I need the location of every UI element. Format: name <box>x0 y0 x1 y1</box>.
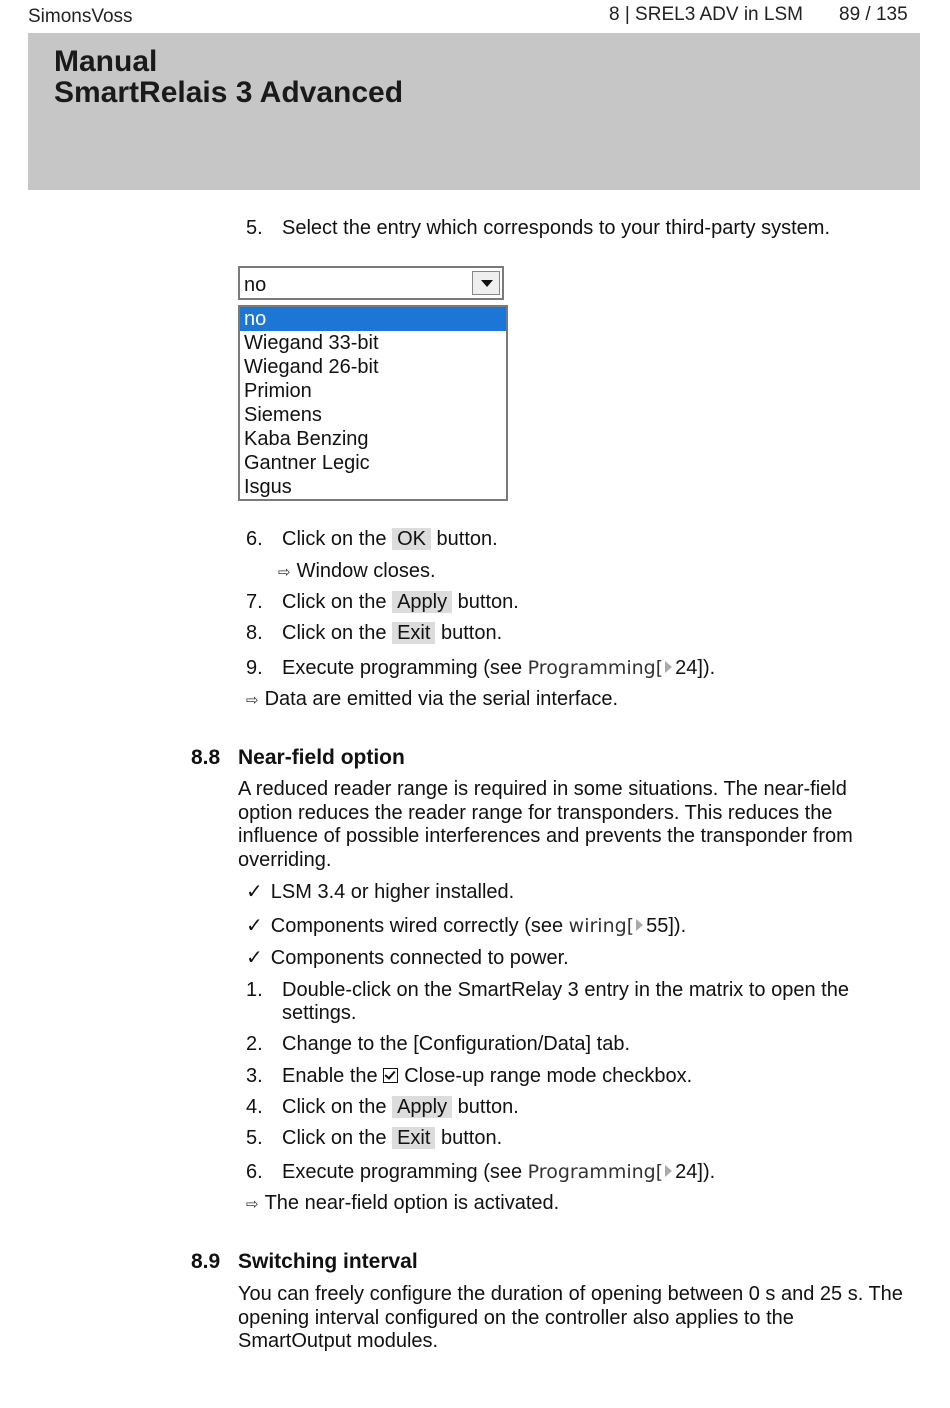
result-text: The near-field option is activated. <box>264 1192 560 1214</box>
result-text: Data are emitted via the serial interface. <box>264 688 619 710</box>
step-text <box>282 1126 502 1150</box>
step-text-part: button. <box>440 622 503 644</box>
prerequisite-text: ]). <box>668 915 687 937</box>
programming-link[interactable]: Programming <box>527 657 656 679</box>
step-text: Double-click on the SmartRelay 3 entry in the matrix to open the <box>282 979 849 1001</box>
dropdown-option[interactable]: Isgus <box>244 476 292 498</box>
page-ref-number[interactable]: 55 <box>646 915 669 937</box>
step-text-part: Click on the <box>282 591 387 613</box>
title-banner <box>28 33 920 190</box>
step-text-part: Execute programming (see <box>282 1161 523 1183</box>
step-number: 3. <box>246 1065 263 1087</box>
step-text-part: ]). <box>697 1161 716 1183</box>
paragraph-line: A reduced reader range is required in some situations. The near-field <box>238 778 847 800</box>
step-number: 6. <box>246 1161 263 1183</box>
procedure-result <box>246 1191 559 1217</box>
step-number: 4. <box>246 1096 263 1118</box>
paragraph-line: option reduces the reader range for transponders. This reduces the <box>238 801 833 824</box>
chevron-down-icon[interactable] <box>472 271 500 295</box>
section-number: 8.8 <box>191 746 221 769</box>
step-text-part: ]). <box>697 657 716 679</box>
step-text <box>282 621 502 645</box>
step-text-part: Close-up range mode checkbox. <box>404 1065 693 1087</box>
brand-name: SimonsVoss <box>28 6 133 27</box>
result-text: Window closes. <box>296 560 436 582</box>
paragraph-line: You can freely configure the duration of opening between 0 s and 25 s. The <box>238 1283 903 1305</box>
section-number: 8.9 <box>191 1250 221 1273</box>
page-ref-number[interactable]: 24 <box>675 1161 698 1183</box>
step-text: Select the entry which corresponds to your third-party system. <box>282 217 831 239</box>
step-text-part: Click on the <box>282 528 387 550</box>
banner-title-line2: SmartRelais 3 Advanced <box>54 76 404 109</box>
programming-link[interactable]: Programming <box>527 1161 656 1183</box>
dropdown-value: no <box>244 274 267 296</box>
prerequisite-text: LSM 3.4 or higher installed. <box>270 881 515 903</box>
step-text-part: button. <box>440 1127 503 1149</box>
checkmark-icon: ✓ <box>246 947 263 969</box>
page-ref-icon <box>636 919 643 931</box>
dropdown-option[interactable]: Wiegand 33-bit <box>244 332 379 354</box>
wiring-link[interactable]: wiring <box>568 915 627 937</box>
section-paragraph <box>238 778 853 872</box>
banner-title-line1: Manual <box>54 45 158 78</box>
procedure-result <box>246 687 618 713</box>
paragraph-line: influence of possible interferences and prevents the transponder from <box>238 825 853 847</box>
step-number: 6. <box>246 528 263 550</box>
step-number: 5. <box>246 217 263 239</box>
step-number: 1. <box>246 979 263 1001</box>
exit-button-label: Exit <box>392 1127 435 1149</box>
step-text: settings. <box>282 1002 357 1024</box>
apply-button-label: Apply <box>392 1096 452 1118</box>
section-title: Near-field option <box>238 746 405 769</box>
section-title: Switching interval <box>238 1250 418 1273</box>
dropdown-option[interactable]: Kaba Benzing <box>244 428 369 450</box>
dropdown-option[interactable]: Wiegand 26-bit <box>244 356 379 378</box>
ok-button-label: OK <box>392 528 431 550</box>
step-text-part: Execute programming (see <box>282 657 523 679</box>
apply-button-label: Apply <box>392 591 452 613</box>
page-ref-icon <box>665 661 672 673</box>
step-text-part: button. <box>457 1096 519 1118</box>
prerequisite <box>246 880 514 904</box>
dropdown-option[interactable]: Primion <box>244 380 312 402</box>
checkmark-icon: ✓ <box>246 881 263 903</box>
step-text-part: button. <box>457 591 519 613</box>
step-text-part: Click on the <box>282 1127 387 1149</box>
dropdown-option[interactable]: no <box>240 307 506 331</box>
paragraph-line: opening interval configured on the controller also applies to the <box>238 1306 794 1329</box>
step-number: 8. <box>246 622 263 644</box>
step-text <box>282 1095 519 1119</box>
result-arrow-icon: ⇨ <box>246 692 259 709</box>
prerequisite-text: Components connected to power. <box>270 947 569 969</box>
step-result <box>278 559 436 585</box>
step-text-part: Enable the <box>282 1065 378 1087</box>
step-number: 7. <box>246 591 263 613</box>
paragraph-line: overriding. <box>238 848 332 871</box>
page-ref-number[interactable]: 24 <box>675 657 698 679</box>
result-arrow-icon: ⇨ <box>278 564 291 581</box>
page-ref-icon <box>665 1165 672 1177</box>
step-number: 5. <box>246 1127 263 1149</box>
step-text: Execute programming (see Programming[ 24]). <box>282 1161 716 1183</box>
result-arrow-icon: ⇨ <box>246 1196 259 1213</box>
prerequisite-text: Components wired correctly (see <box>270 915 564 937</box>
step-text-part: button. <box>436 528 498 550</box>
dropdown-option[interactable]: Siemens <box>244 404 322 426</box>
exit-button-label: Exit <box>392 622 435 644</box>
prerequisite <box>246 946 569 970</box>
step-number: 2. <box>246 1033 263 1055</box>
section-paragraph <box>238 1283 903 1354</box>
header-section: 8 | SREL3 ADV in LSM <box>609 4 803 25</box>
dropdown-options-list <box>238 305 508 501</box>
checkbox-icon <box>383 1068 398 1083</box>
step-text <box>282 527 498 551</box>
checkmark-icon: ✓ <box>246 915 263 937</box>
step-text: Execute programming (see Programming[ 24]). <box>282 657 716 679</box>
step-text <box>282 590 519 614</box>
third-party-dropdown[interactable] <box>238 266 504 300</box>
step-number: 9. <box>246 657 263 679</box>
paragraph-line: SmartOutput modules. <box>238 1330 439 1352</box>
prerequisite: ✓ Components wired correctly (see wiring[ 55]). <box>246 915 687 937</box>
dropdown-option[interactable]: Gantner Legic <box>244 452 370 474</box>
step-text: Change to the [Configuration/Data] tab. <box>282 1033 631 1055</box>
step-text-part: Click on the <box>282 622 387 644</box>
step-text-part: Click on the <box>282 1096 387 1118</box>
step-text <box>282 1064 692 1088</box>
page-number: 89 / 135 <box>839 4 908 25</box>
